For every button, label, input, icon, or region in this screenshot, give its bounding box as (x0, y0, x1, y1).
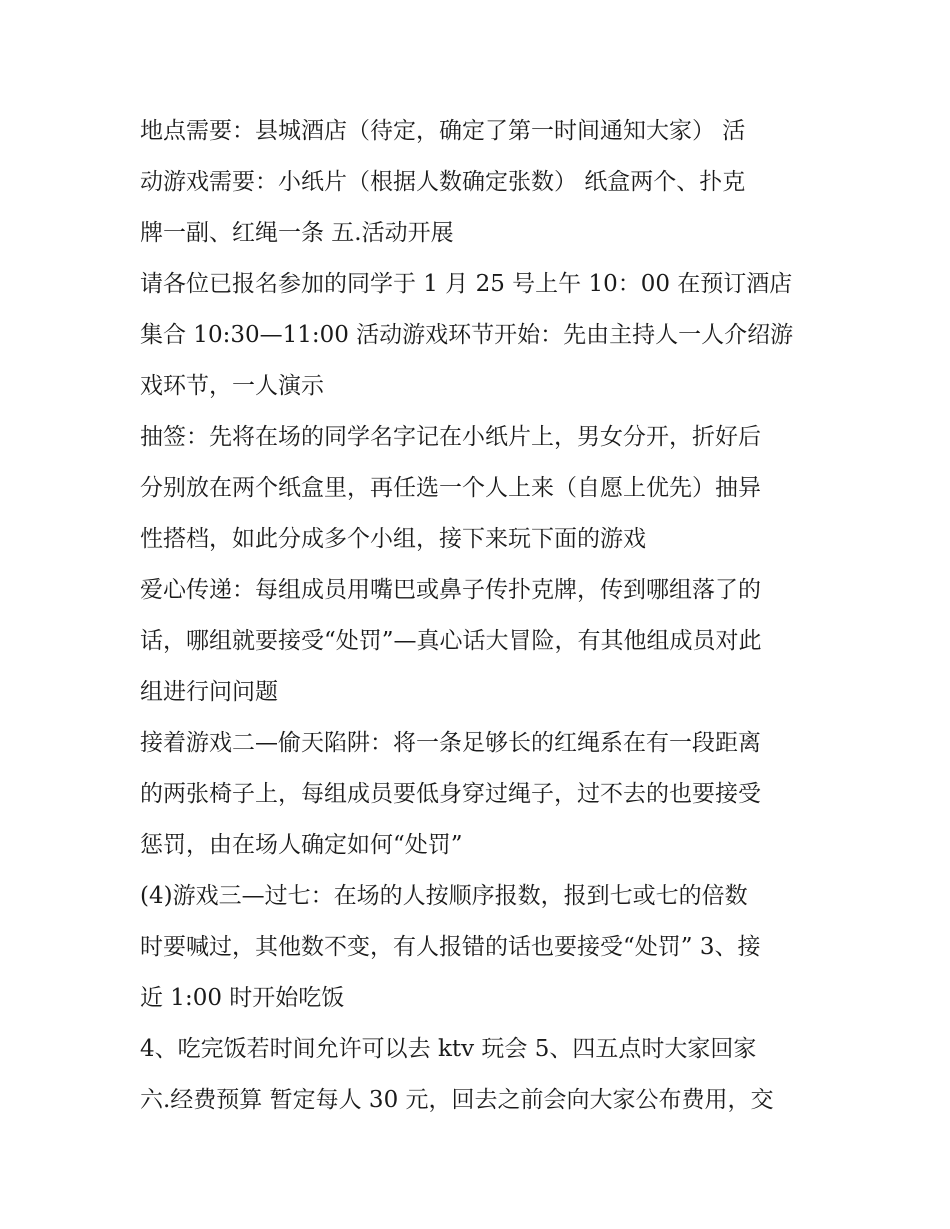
text-line: 4、吃完饭若时间允许可以去 ktv 玩会 5、四五点时大家回家 (140, 1036, 757, 1062)
text-line: 集合 10:30—11:00 活动游戏环节开始：先由主持人一人介绍游 (140, 322, 794, 348)
text-line: 动游戏需要：小纸片（根据人数确定张数） 纸盒两个、扑克 (140, 169, 746, 195)
text-line: 抽签：先将在场的同学名字记在小纸片上，男女分开，折好后 (140, 424, 761, 450)
text-line: 爱心传递：每组成员用嘴巴或鼻子传扑克牌，传到哪组落了的 (140, 577, 761, 603)
text-line: 组进行问问题 (140, 679, 278, 705)
text-line: 话，哪组就要接受“处罚”—真心话大冒险，有其他组成员对此 (140, 628, 762, 654)
text-line: 的两张椅子上，每组成员要低身穿过绳子，过不去的也要接受 (140, 781, 761, 807)
text-line: 请各位已报名参加的同学于 1 月 25 号上午 10：00 在预订酒店 (140, 271, 793, 297)
text-line: 时要喊过，其他数不变，有人报错的话也要接受“处罚” 3、接 (140, 934, 761, 960)
text-line: (4)游戏三—过七：在场的人按顺序报数，报到七或七的倍数 (140, 883, 748, 909)
text-line: 接着游戏二—偷天陷阱：将一条足够长的红绳系在有一段距离 (140, 730, 761, 756)
text-line: 戏环节，一人演示 (140, 373, 324, 399)
text-line: 近 1:00 时开始吃饭 (140, 985, 345, 1011)
text-line: 六.经费预算 暂定每人 30 元，回去之前会向大家公布费用，交 (140, 1087, 774, 1113)
text-line: 惩罚，由在场人确定如何“处罚” (140, 832, 463, 858)
text-line: 性搭档，如此分成多个小组，接下来玩下面的游戏 (140, 526, 646, 552)
document-body (140, 106, 830, 1126)
text-line: 牌一副、红绳一条 五.活动开展 (140, 220, 454, 246)
text-line: 地点需要：县城酒店（待定，确定了第一时间通知大家） 活 (140, 118, 746, 144)
text-line: 分别放在两个纸盒里，再任选一个人上来（自愿上优先）抽异 (140, 475, 761, 501)
